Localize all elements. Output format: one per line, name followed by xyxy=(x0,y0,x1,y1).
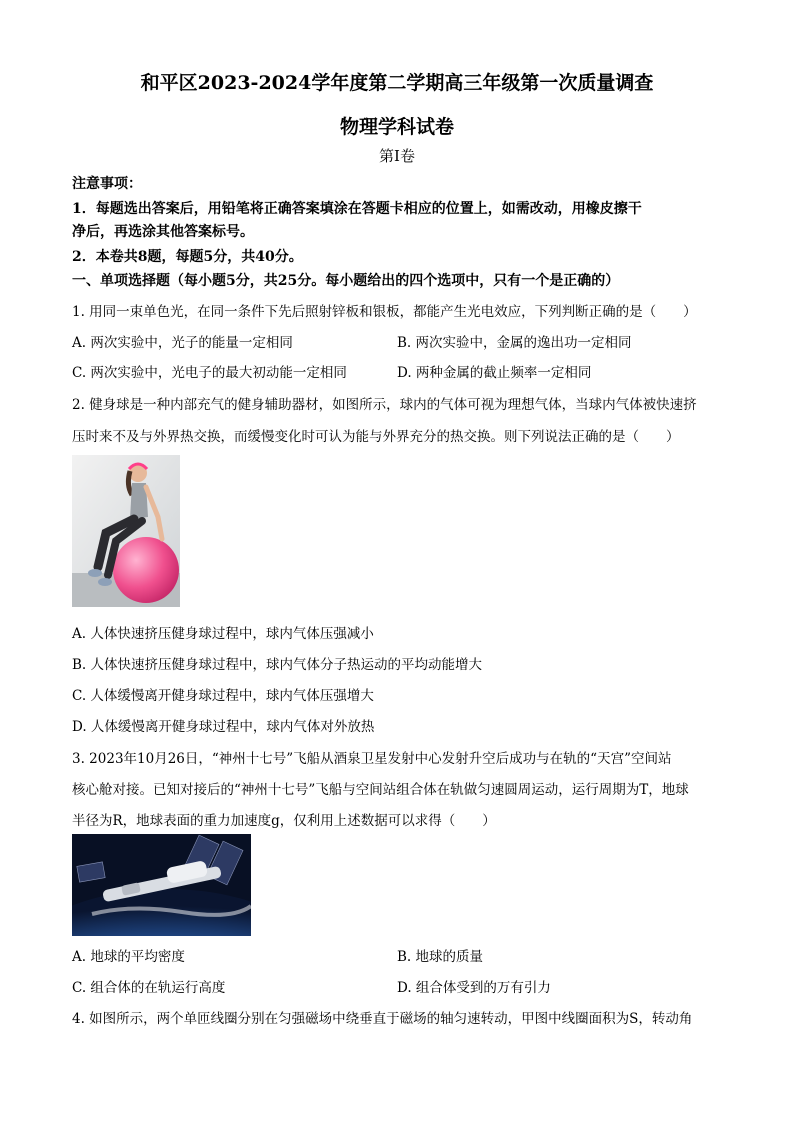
question-4-stem-line-1: 4. 如图所示，两个单匝线圈分别在匀强磁场中绕垂直于磁场的轴匀速转动，甲图中线圈面积为S，转动角 xyxy=(72,1011,693,1027)
question-2-stem-line-1: 2. 健身球是一种内部充气的健身辅助器材，如图所示，球内的气体可视为理想气体，当球内气体被快速挤 xyxy=(72,397,697,413)
question-3-option-b: B. 地球的质量 xyxy=(397,949,484,965)
notes-item-1-line-2: 净后，再选涂其他答案标号。 xyxy=(72,224,254,240)
notes-item-2: 2．本卷共8题，每题5分，共40分。 xyxy=(72,249,303,265)
question-3-stem-line-2: 核心舱对接。已知对接后的“神州十七号”飞船与空间站组合体在轨做匀速圆周运动，运行周期为T，地球 xyxy=(72,782,689,798)
exam-subtitle: 物理学科试卷 xyxy=(339,116,454,138)
notes-item-1-line-1: 1．每题选出答案后，用铅笔将正确答案填涂在答题卡相应的位置上，如需改动，用橡皮擦干 xyxy=(72,201,642,217)
fitness-ball-photo xyxy=(72,455,180,607)
question-1-option-d: D. 两种金属的截止频率一定相同 xyxy=(397,365,592,381)
question-3-option-c: C. 组合体的在轨运行高度 xyxy=(72,980,226,996)
exam-title: 和平区2023-2024学年度第二学期高三年级第一次质量调查 xyxy=(140,72,654,94)
question-3-stem-line-1: 3. 2023年10月26日，“神州十七号”飞船从酒泉卫星发射中心发射升空后成功与在轨的“天宫”空间站 xyxy=(72,751,672,767)
exam-part-label: 第Ⅰ卷 xyxy=(379,147,415,165)
question-3-option-a: A. 地球的平均密度 xyxy=(72,949,185,965)
question-1-stem: 1. 用同一束单色光，在同一条件下先后照射锌板和银板，都能产生光电效应，下列判断正确的是（ ） xyxy=(72,304,697,320)
question-2-option-c: C. 人体缓慢离开健身球过程中，球内气体压强增大 xyxy=(72,688,374,704)
space-station-photo xyxy=(72,834,251,936)
notes-heading: 注意事项： xyxy=(72,176,142,192)
question-1-option-b: B. 两次实验中，金属的逸出功一定相同 xyxy=(397,335,632,351)
section-1-heading: 一、单项选择题（每小题5分，共25分。每小题给出的四个选项中，只有一个是正确的） xyxy=(72,273,620,289)
question-1-option-c: C. 两次实验中，光电子的最大初动能一定相同 xyxy=(72,365,347,381)
question-3-stem-line-3: 半径为R，地球表面的重力加速度g，仅利用上述数据可以求得（ ） xyxy=(72,813,496,829)
question-1-option-a: A. 两次实验中，光子的能量一定相同 xyxy=(72,335,293,351)
question-2-option-a: A. 人体快速挤压健身球过程中，球内气体压强减小 xyxy=(72,626,374,642)
question-2-option-b: B. 人体快速挤压健身球过程中，球内气体分子热运动的平均动能增大 xyxy=(72,657,483,673)
question-2-stem-line-2: 压时来不及与外界热交换，而缓慢变化时可认为能与外界充分的热交换。则下列说法正确的是（ ） xyxy=(72,429,680,445)
question-2-option-d: D. 人体缓慢离开健身球过程中，球内气体对外放热 xyxy=(72,719,375,735)
question-3-option-d: D. 组合体受到的万有引力 xyxy=(397,980,551,996)
